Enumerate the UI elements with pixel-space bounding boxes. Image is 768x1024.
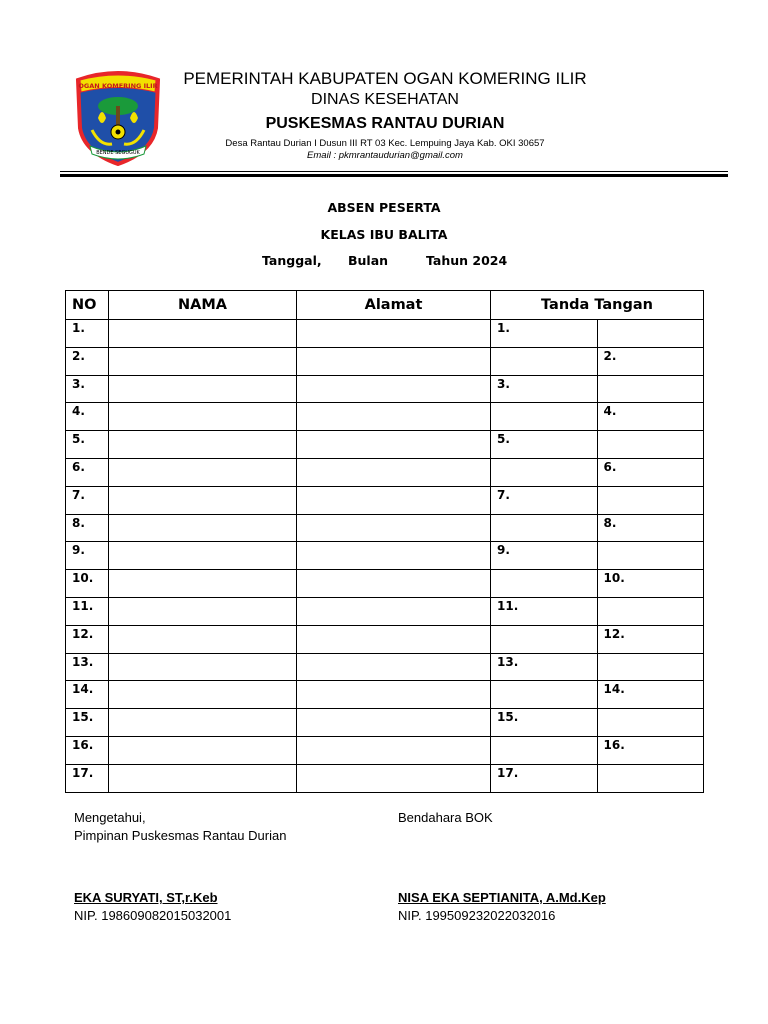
row-sign-right: 8.	[597, 514, 704, 542]
table-row	[66, 486, 704, 514]
date-tahun: Tahun 2024	[426, 253, 508, 268]
email: Email : pkmrantaudurian@gmail.com	[307, 150, 463, 161]
document-title: ABSEN PESERTA	[327, 200, 441, 215]
row-sign-left: 7.	[491, 486, 598, 514]
row-alamat	[297, 681, 491, 709]
logo-text-bottom: BENDE SEGUGUK	[96, 150, 140, 156]
row-sign-left	[491, 458, 598, 486]
dept-name: DINAS KESEHATAN	[311, 91, 459, 108]
table-row	[66, 625, 704, 653]
row-no: 14.	[66, 681, 109, 709]
row-sign-right: 14.	[597, 681, 704, 709]
row-sign-left: 5.	[491, 431, 598, 459]
header-nama: NAMA	[109, 291, 297, 320]
row-sign-left	[491, 347, 598, 375]
sig-left-label2: Pimpinan Puskesmas Rantau Durian	[74, 828, 287, 843]
attendance-table	[65, 290, 704, 793]
row-alamat	[297, 320, 491, 348]
row-sign-right: 10.	[597, 570, 704, 598]
row-sign-left	[491, 514, 598, 542]
row-nama	[109, 736, 297, 764]
row-sign-left	[491, 570, 598, 598]
header-rule-thin	[60, 171, 728, 172]
table-row	[66, 375, 704, 403]
row-no: 5.	[66, 431, 109, 459]
row-alamat	[297, 736, 491, 764]
table-row	[66, 570, 704, 598]
row-alamat	[297, 458, 491, 486]
table-row	[66, 347, 704, 375]
row-alamat	[297, 486, 491, 514]
row-no: 8.	[66, 514, 109, 542]
table-row	[66, 653, 704, 681]
table-row	[66, 320, 704, 348]
sig-left-nip: NIP. 198609082015032001	[74, 908, 232, 923]
row-sign-right: 2.	[597, 347, 704, 375]
document-subtitle: KELAS IBU BALITA	[320, 227, 448, 242]
row-no: 9.	[66, 542, 109, 570]
row-nama	[109, 542, 297, 570]
puskesmas-name: PUSKESMAS RANTAU DURIAN	[265, 115, 505, 132]
row-no: 3.	[66, 375, 109, 403]
row-no: 6.	[66, 458, 109, 486]
row-no: 12.	[66, 625, 109, 653]
sig-right-name: NISA EKA SEPTIANITA, A.Md.Kep	[398, 890, 606, 905]
row-sign-left: 1.	[491, 320, 598, 348]
row-no: 2.	[66, 347, 109, 375]
row-sign-left	[491, 403, 598, 431]
row-alamat	[297, 709, 491, 737]
row-sign-right	[597, 709, 704, 737]
row-alamat	[297, 542, 491, 570]
row-nama	[109, 347, 297, 375]
row-nama	[109, 486, 297, 514]
row-sign-left: 3.	[491, 375, 598, 403]
row-alamat	[297, 764, 491, 792]
row-sign-right: 12.	[597, 625, 704, 653]
row-sign-left: 9.	[491, 542, 598, 570]
row-nama	[109, 514, 297, 542]
row-alamat	[297, 625, 491, 653]
row-sign-left: 13.	[491, 653, 598, 681]
row-sign-left: 15.	[491, 709, 598, 737]
table-row	[66, 736, 704, 764]
row-alamat	[297, 375, 491, 403]
row-nama	[109, 625, 297, 653]
header-no: NO	[66, 291, 109, 320]
header-rule-thick	[60, 174, 728, 177]
letterhead	[150, 68, 620, 162]
signature-left	[74, 809, 286, 925]
sig-right-nip: NIP. 199509232022032016	[398, 908, 556, 923]
row-no: 4.	[66, 403, 109, 431]
sig-left-label1: Mengetahui,	[74, 810, 146, 825]
row-no: 7.	[66, 486, 109, 514]
row-sign-left	[491, 625, 598, 653]
row-alamat	[297, 570, 491, 598]
row-nama	[109, 681, 297, 709]
row-sign-right: 16.	[597, 736, 704, 764]
row-nama	[109, 709, 297, 737]
row-no: 13.	[66, 653, 109, 681]
row-nama	[109, 375, 297, 403]
table-row	[66, 597, 704, 625]
table-row	[66, 514, 704, 542]
sig-left-name: EKA SURYATI, ST,r.Keb	[74, 890, 218, 905]
header-tanda-tangan: Tanda Tangan	[491, 291, 704, 320]
row-alamat	[297, 597, 491, 625]
row-no: 1.	[66, 320, 109, 348]
logo-text-top: OGAN KOMERING ILIR	[78, 82, 158, 90]
row-nama	[109, 597, 297, 625]
row-sign-right	[597, 542, 704, 570]
row-sign-right	[597, 764, 704, 792]
row-sign-right: 4.	[597, 403, 704, 431]
table-row	[66, 431, 704, 459]
row-alamat	[297, 653, 491, 681]
signature-right	[398, 809, 606, 925]
table-row	[66, 542, 704, 570]
govt-name: PEMERINTAH KABUPATEN OGAN KOMERING ILIR	[183, 69, 587, 88]
row-nama	[109, 764, 297, 792]
row-sign-left: 11.	[491, 597, 598, 625]
row-sign-right	[597, 431, 704, 459]
row-alamat	[297, 514, 491, 542]
row-no: 17.	[66, 764, 109, 792]
header-alamat: Alamat	[297, 291, 491, 320]
row-sign-right	[597, 653, 704, 681]
row-sign-left	[491, 736, 598, 764]
row-sign-left: 17.	[491, 764, 598, 792]
row-alamat	[297, 431, 491, 459]
date-bulan: Bulan	[348, 253, 389, 268]
table-row	[66, 403, 704, 431]
row-no: 15.	[66, 709, 109, 737]
row-alamat	[297, 347, 491, 375]
row-nama	[109, 653, 297, 681]
table-header-row	[66, 291, 704, 320]
table-row	[66, 764, 704, 792]
row-nama	[109, 431, 297, 459]
row-sign-right: 6.	[597, 458, 704, 486]
row-no: 11.	[66, 597, 109, 625]
date-tanggal: Tanggal,	[262, 253, 322, 268]
table-row	[66, 458, 704, 486]
row-no: 10.	[66, 570, 109, 598]
address: Desa Rantau Durian I Dusun III RT 03 Kec. Lempuing Jaya Kab. OKI 30657	[225, 138, 545, 149]
row-sign-right	[597, 597, 704, 625]
table-row	[66, 709, 704, 737]
row-sign-right	[597, 320, 704, 348]
row-sign-right	[597, 486, 704, 514]
row-nama	[109, 458, 297, 486]
row-sign-right	[597, 375, 704, 403]
row-alamat	[297, 403, 491, 431]
row-nama	[109, 403, 297, 431]
sig-right-label1: Bendahara BOK	[398, 810, 493, 825]
table-row	[66, 681, 704, 709]
row-no: 16.	[66, 736, 109, 764]
row-nama	[109, 570, 297, 598]
attendance-body	[66, 320, 704, 793]
row-nama	[109, 320, 297, 348]
row-sign-left	[491, 681, 598, 709]
